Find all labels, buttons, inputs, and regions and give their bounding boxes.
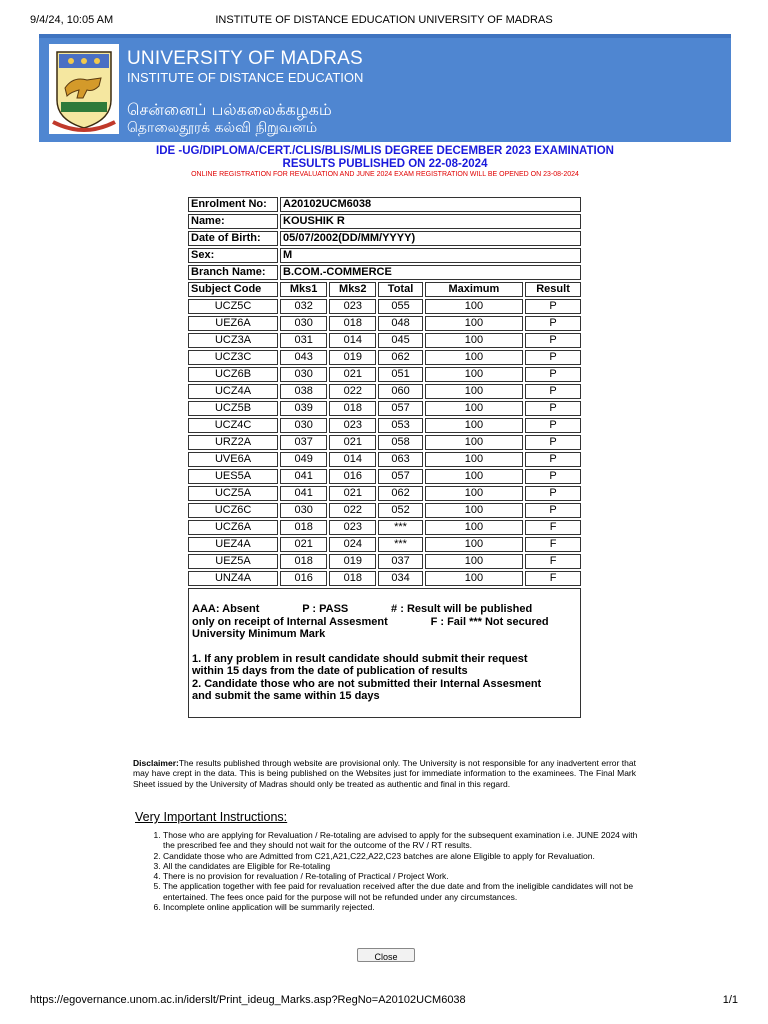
- marks-cell: 100: [425, 435, 523, 450]
- marks-cell: 022: [329, 384, 376, 399]
- marks-cell: 041: [280, 469, 327, 484]
- subject-code-cell: UEZ4A: [188, 537, 278, 552]
- marks-cell: 023: [329, 418, 376, 433]
- marks-cell: 057: [378, 469, 422, 484]
- tamil-university-name: சென்னைப் பல்கலைக்கழகம்: [127, 100, 332, 119]
- marks-cell: P: [525, 435, 581, 450]
- marks-row: [188, 299, 581, 314]
- marks-cell: F: [525, 571, 581, 586]
- instructions-title-text: Very Important Instructions:: [135, 810, 288, 824]
- institute-name: INSTITUTE OF DISTANCE EDUCATION: [127, 70, 364, 85]
- legend-notes: [188, 588, 581, 718]
- marks-cell: ***: [378, 520, 422, 535]
- marks-cell: 030: [280, 418, 327, 433]
- student-label: Enrolment No:: [188, 197, 278, 212]
- disclaimer-label: Disclaimer:: [133, 758, 179, 768]
- marks-cell: 037: [378, 554, 422, 569]
- exam-title: [39, 145, 731, 171]
- marks-cell: 100: [425, 418, 523, 433]
- column-header: Total: [378, 282, 422, 297]
- marks-row: [188, 401, 581, 416]
- marks-cell: P: [525, 418, 581, 433]
- marks-cell: 060: [378, 384, 422, 399]
- marks-cell: P: [525, 367, 581, 382]
- print-header: [30, 14, 738, 30]
- subject-code-cell: UEZ5A: [188, 554, 278, 569]
- subject-code-cell: UVE6A: [188, 452, 278, 467]
- marks-cell: 100: [425, 486, 523, 501]
- marks-cell: 100: [425, 316, 523, 331]
- close-button[interactable]: Close: [357, 948, 415, 962]
- legend-line: University Minimum Mark: [192, 628, 326, 640]
- marks-cell: 100: [425, 299, 523, 314]
- student-row-dob: [188, 231, 581, 246]
- subject-code-cell: UCZ5A: [188, 486, 278, 501]
- column-header: Maximum: [425, 282, 523, 297]
- marks-row: [188, 503, 581, 518]
- results-table: [186, 195, 583, 720]
- legend-line: AAA: Absent P : PASS # : Result will be published: [192, 603, 533, 615]
- marks-cell: P: [525, 350, 581, 365]
- marks-cell: 021: [329, 367, 376, 382]
- marks-cell: 100: [425, 452, 523, 467]
- marks-cell: 024: [329, 537, 376, 552]
- subject-code-cell: UNZ4A: [188, 571, 278, 586]
- subject-code-cell: UES5A: [188, 469, 278, 484]
- note-line: 1. If any problem in result candidate should submit their request: [192, 652, 528, 665]
- marks-cell: 018: [329, 316, 376, 331]
- marks-cell: 018: [329, 571, 376, 586]
- instruction-item: 5. The application together with fee paid for revaluation received after the due date and from the ineligible candidates will not be entertained. The fees once paid for the purpose will not be refunded under any circumstances.: [163, 881, 643, 902]
- marks-row: [188, 418, 581, 433]
- marks-cell: 100: [425, 537, 523, 552]
- university-banner: [39, 34, 731, 142]
- page-number: 1/1: [722, 994, 738, 1006]
- marks-row: [188, 435, 581, 450]
- marks-cell: 039: [280, 401, 327, 416]
- marks-cell: ***: [378, 537, 422, 552]
- marks-cell: 019: [329, 554, 376, 569]
- instruction-item: 2. Candidate those who are Admitted from C21,A21,C22,A22,C23 batches are alone Eligible to apply for Revaluation.: [163, 851, 643, 861]
- marks-cell: 018: [329, 401, 376, 416]
- marks-row: [188, 333, 581, 348]
- column-header: Result: [525, 282, 581, 297]
- marks-cell: 100: [425, 503, 523, 518]
- marks-row: [188, 554, 581, 569]
- marks-cell: P: [525, 333, 581, 348]
- marks-cell: 014: [329, 333, 376, 348]
- marks-row: [188, 469, 581, 484]
- subject-code-cell: UCZ4A: [188, 384, 278, 399]
- subject-code-cell: UCZ6A: [188, 520, 278, 535]
- student-value: A20102UCM6038: [280, 197, 581, 212]
- marks-cell: 062: [378, 350, 422, 365]
- marks-cell: 021: [329, 435, 376, 450]
- column-header: Subject Code: [188, 282, 278, 297]
- marks-row: [188, 316, 581, 331]
- student-row-sex: [188, 248, 581, 263]
- subject-code-cell: UCZ3A: [188, 333, 278, 348]
- marks-cell: 052: [378, 503, 422, 518]
- marks-cell: P: [525, 299, 581, 314]
- marks-cell: 022: [329, 503, 376, 518]
- marks-cell: 018: [280, 520, 327, 535]
- note-line: within 15 days from the date of publication of results: [192, 665, 468, 677]
- marks-cell: 100: [425, 571, 523, 586]
- instructions-title: [135, 810, 287, 824]
- marks-cell: 051: [378, 367, 422, 382]
- marks-cell: 100: [425, 333, 523, 348]
- marks-row: [188, 537, 581, 552]
- marks-cell: 100: [425, 469, 523, 484]
- legend-line: only on receipt of Internal Assesment F : Fail *** Not secured: [192, 615, 549, 628]
- marks-row: [188, 571, 581, 586]
- note-line: 2. Candidate those who are not submitted their Internal Assesment: [192, 677, 542, 690]
- student-label: Date of Birth:: [188, 231, 278, 246]
- instruction-item: 4. There is no provision for revaluation / Re-totaling of Practical / Project Work.: [163, 871, 643, 881]
- subject-code-cell: UCZ5C: [188, 299, 278, 314]
- student-value: 05/07/2002(DD/MM/YYYY): [280, 231, 581, 246]
- marks-cell: P: [525, 469, 581, 484]
- marks-cell: 016: [280, 571, 327, 586]
- marks-cell: 019: [329, 350, 376, 365]
- disclaimer-text: The results published through website are provisional only. The University is not responsible for any inadvertent error that may have crept in the data. This is being published on the Websites just for immediate information to the examinees. The Final Mark Sheet issued by the University of Madras should only be treated as authentic and final in this regard.: [133, 758, 636, 789]
- marks-cell: 100: [425, 384, 523, 399]
- marks-cell: F: [525, 554, 581, 569]
- subject-code-cell: UCZ5B: [188, 401, 278, 416]
- subject-code-cell: UCZ3C: [188, 350, 278, 365]
- student-row-enrolment: [188, 197, 581, 212]
- marks-cell: 030: [280, 316, 327, 331]
- print-title: INSTITUTE OF DISTANCE EDUCATION UNIVERSITY OF MADRAS: [215, 14, 553, 26]
- marks-cell: 100: [425, 554, 523, 569]
- marks-cell: F: [525, 520, 581, 535]
- marks-cell: 030: [280, 367, 327, 382]
- instruction-item: 6. Incomplete online application will be summarily rejected.: [163, 902, 643, 912]
- university-emblem-icon: [47, 42, 121, 136]
- column-header: Mks1: [280, 282, 327, 297]
- column-header: Mks2: [329, 282, 376, 297]
- marks-cell: 062: [378, 486, 422, 501]
- subject-code-cell: URZ2A: [188, 435, 278, 450]
- marks-cell: 030: [280, 503, 327, 518]
- marks-cell: 037: [280, 435, 327, 450]
- student-value: KOUSHIK R: [280, 214, 581, 229]
- marks-cell: 021: [280, 537, 327, 552]
- print-footer: [30, 994, 738, 1010]
- subject-code-cell: UEZ6A: [188, 316, 278, 331]
- student-label: Sex:: [188, 248, 278, 263]
- marks-header-row: [188, 282, 581, 297]
- marks-row: [188, 367, 581, 382]
- marks-cell: P: [525, 401, 581, 416]
- student-row-name: [188, 214, 581, 229]
- marks-cell: 041: [280, 486, 327, 501]
- student-row-branch: [188, 265, 581, 280]
- marks-cell: 016: [329, 469, 376, 484]
- disclaimer: [133, 758, 636, 789]
- page-url: https://egovernance.unom.ac.in/iderslt/Print_ideug_Marks.asp?RegNo=A20102UCM6038: [30, 994, 466, 1006]
- marks-row: [188, 384, 581, 399]
- marks-cell: 053: [378, 418, 422, 433]
- student-value: M: [280, 248, 581, 263]
- marks-cell: 058: [378, 435, 422, 450]
- tamil-institute-name: தொலைதூரக் கல்வி நிறுவனம்: [127, 120, 318, 136]
- marks-cell: 014: [329, 452, 376, 467]
- marks-cell: P: [525, 452, 581, 467]
- marks-cell: P: [525, 486, 581, 501]
- marks-cell: 038: [280, 384, 327, 399]
- subject-code-cell: UCZ6C: [188, 503, 278, 518]
- marks-row: [188, 350, 581, 365]
- student-value: B.COM.-COMMERCE: [280, 265, 581, 280]
- marks-cell: 043: [280, 350, 327, 365]
- marks-body: [188, 299, 581, 586]
- print-date: 9/4/24, 10:05 AM: [30, 14, 114, 26]
- subject-code-cell: UCZ6B: [188, 367, 278, 382]
- marks-cell: 100: [425, 401, 523, 416]
- marks-cell: 031: [280, 333, 327, 348]
- marks-cell: 100: [425, 520, 523, 535]
- subject-code-cell: UCZ4C: [188, 418, 278, 433]
- note-line: and submit the same within 15 days: [192, 690, 380, 702]
- marks-row: [188, 452, 581, 467]
- instruction-item: 3. All the candidates are Eligible for Re-totaling: [163, 861, 643, 871]
- marks-cell: 021: [329, 486, 376, 501]
- marks-cell: 063: [378, 452, 422, 467]
- marks-cell: 034: [378, 571, 422, 586]
- marks-cell: 100: [425, 367, 523, 382]
- exam-title-line1: IDE -UG/DIPLOMA/CERT./CLIS/BLIS/MLIS DEGREE DECEMBER 2023 EXAMINATION: [156, 145, 614, 157]
- legend-row: [188, 588, 581, 718]
- marks-cell: 023: [329, 520, 376, 535]
- marks-cell: 057: [378, 401, 422, 416]
- marks-cell: 048: [378, 316, 422, 331]
- student-label: Name:: [188, 214, 278, 229]
- marks-cell: F: [525, 537, 581, 552]
- marks-cell: 049: [280, 452, 327, 467]
- instruction-item: 1. Those who are applying for Revaluation / Re-totaling are advised to apply for the subsequent examination i.e. JUNE 2024 with the prescribed fee and they should not wait for the outcome of the RV / RT results.: [163, 830, 643, 851]
- marks-cell: 023: [329, 299, 376, 314]
- marks-cell: 100: [425, 350, 523, 365]
- marks-cell: 018: [280, 554, 327, 569]
- marks-row: [188, 486, 581, 501]
- exam-title-line2: RESULTS PUBLISHED ON 22-08-2024: [282, 158, 488, 170]
- marks-cell: P: [525, 503, 581, 518]
- marks-row: [188, 520, 581, 535]
- instructions-list: [138, 830, 643, 912]
- student-label: Branch Name:: [188, 265, 278, 280]
- registration-notice: ONLINE REGISTRATION FOR REVALUATION AND JUNE 2024 EXAM REGISTRATION WILL BE OPENED ON 23-08-2024: [191, 171, 579, 178]
- marks-cell: 055: [378, 299, 422, 314]
- university-name: UNIVERSITY OF MADRAS: [127, 48, 363, 69]
- marks-cell: P: [525, 316, 581, 331]
- marks-cell: P: [525, 384, 581, 399]
- marks-cell: 045: [378, 333, 422, 348]
- marks-cell: 032: [280, 299, 327, 314]
